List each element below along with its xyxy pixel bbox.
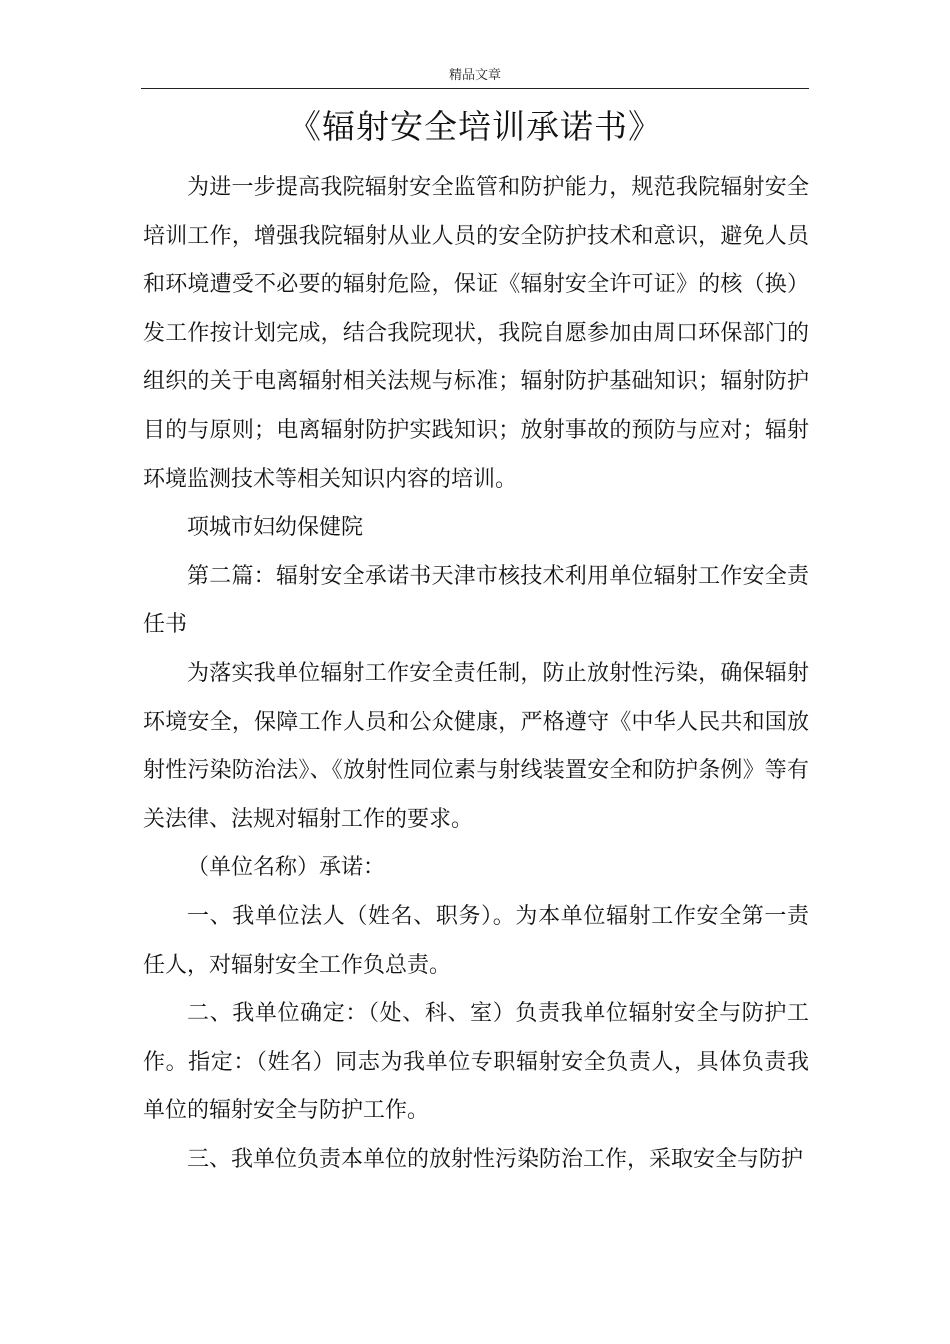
paragraph-section-heading: 第二篇：辐射安全承诺书天津市核技术利用单位辐射工作安全责任书 — [143, 563, 809, 638]
page-header: 精品文章 — [448, 68, 501, 83]
paragraph-commitment-lead: （单位名称）承诺： — [187, 855, 386, 881]
paragraph-item-1: 一、我单位法人（姓名、职务）。为本单位辐射工作安全第一责任人，对辐射安全工作负总责。 — [143, 903, 809, 978]
document-body — [143, 164, 809, 1184]
paragraph-purpose: 为落实我单位辐射工作安全责任制，防止放射性污染，确保辐射环境安全，保障工作人员和公众健康，严格遵守《中华人民共和国放射性污染防治法》、《放射性同位素与射线装置安全和防护条例》等有关法律、法规对辐射工作的要求。 — [143, 660, 809, 832]
paragraph-item-3: 三、我单位负责本单位的放射性污染防治工作，采取安全与防护 — [187, 1146, 804, 1172]
paragraph-intro: 为进一步提高我院辐射安全监管和防护能力，规范我院辐射安全培训工作，增强我院辐射从业人员的安全防护技术和意识，避免人员和环境遭受不必要的辐射危险，保证《辐射安全许可证》的核（换）发工作按计划完成，结合我院现状，我院自愿参加由周口环保部门的组织的关于电离辐射相关法规与标准；辐射防护基础知识；辐射防护目的与原则；电离辐射防护实践知识；放射事故的预防与应对；辐射环境监测技术等相关知识内容的培训。 — [143, 175, 809, 492]
header-divider — [141, 88, 809, 89]
document-title: 《辐射安全培训承诺书》 — [288, 107, 662, 146]
paragraph-signature: 项城市妇幼保健院 — [187, 515, 364, 541]
paragraph-item-2: 二、我单位确定：（处、科、室）负责我单位辐射安全与防护工作。指定：（姓名）同志为我单位专职辐射安全负责人，具体负责我单位的辐射安全与防护工作。 — [143, 1001, 809, 1124]
